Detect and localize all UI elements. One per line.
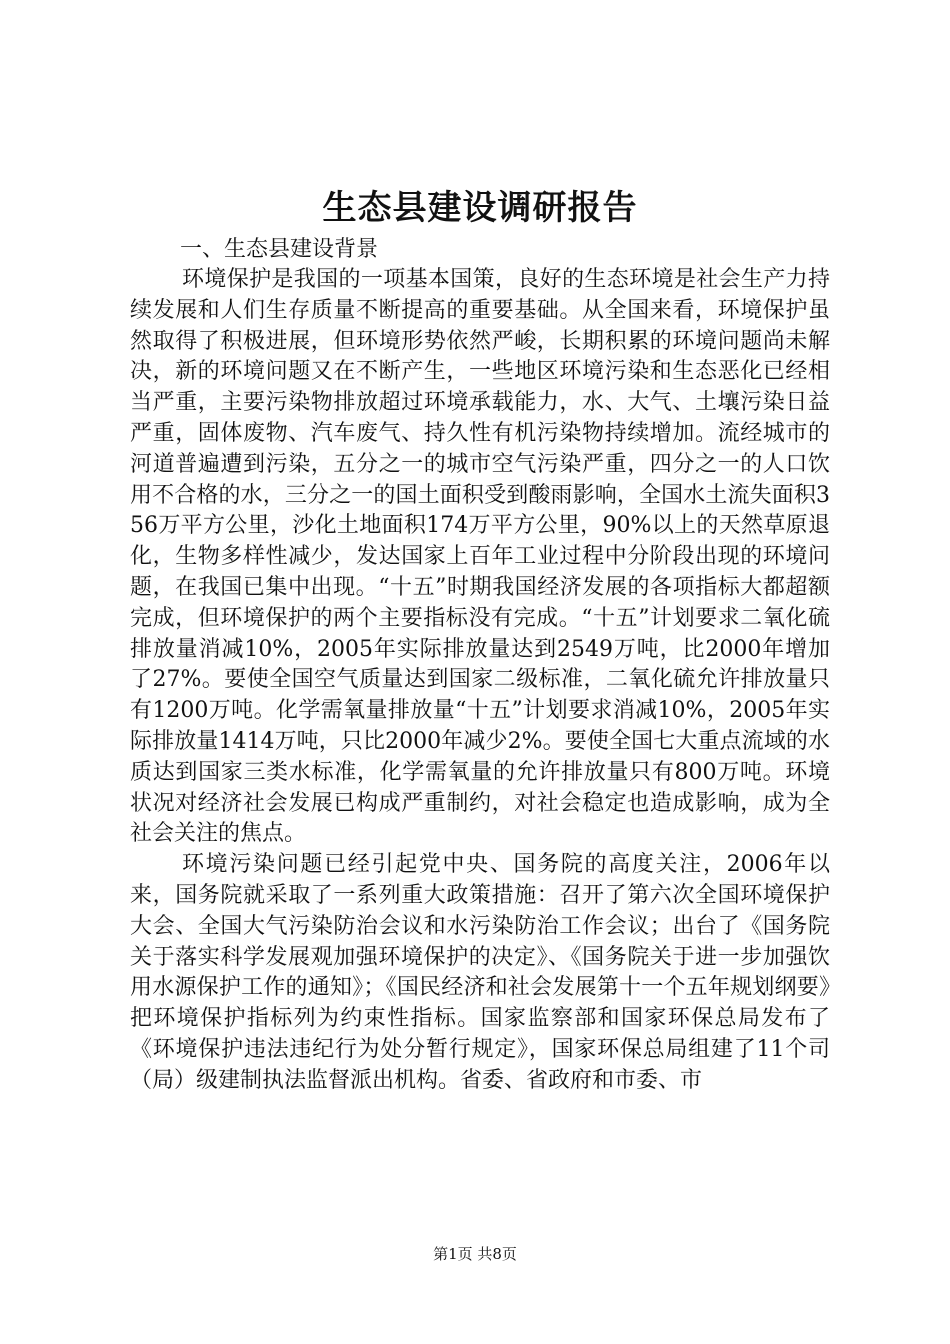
paragraph: 环境污染问题已经引起党中央、国务院的高度关注，2006年以来，国务院就采取了一系列重大政策措施：召开了第六次全国环境保护大会、全国大气污染防治会议和水污染防治工作会议；出台了《国务院关于落实科学发展观加强环境保护的决定》、《国务院关于进一步加强饮用水源保护工作的通知》；《国民经济和社会发展第十一个五年规划纲要》把环境保护指标列为约束性指标。国家监察部和国家环保总局发布了《环境保护违法违纪行为处分暂行规定》，国家环保总局组建了11个司（局）级建制执法监督派出机构。省委、省政府和市委、市 — [130, 852, 830, 1093]
paragraph: 环境保护是我国的一项基本国策，良好的生态环境是社会生产力持续发展和人们生存质量不断提高的重要基础。从全国来看，环境保护虽然取得了积极进展，但环境形势依然严峻，长期积累的环境问题尚未解决，新的环境问题又在不断产生，一些地区环境污染和生态恶化已经相当严重，主要污染物排放超过环境承载能力，水、大气、土壤污染日益严重，固体废物、汽车废气、持久性有机污染物持续增加。流经城市的河道普遍遭到污染，五分之一的城市空气污染严重，四分之一的人口饮用不合格的水，三分之一的国土面积受到酸雨影响，全国水土流失面积356万平方公里，沙化土地面积174万平方公里，90%以上的天然草原退化，生物多样性减少，发达国家上百年工业过程中分阶段出现的环境问题，在我国已集中出现。“十五”时期我国经济发展的各项指标大都超额完成，但环境保护的两个主要指标没有完成。“十五”计划要求二氧化硫排放量消减10%，2005年实际排放量达到2549万吨，比2000年增加了27%。要使全国空气质量达到国家二级标准，二氧化硫允许排放量只有1200万吨。化学需氧量排放量“十五”计划要求消减10%，2005年实际排放量1414万吨，只比2000年减少2%。要使全国七大重点流域的水质达到国家三类水标准，化学需氧量的允许排放量只有800万吨。环境状况对经济社会发展已构成严重制约，对社会稳定也造成影响，成为全社会关注的焦点。 — [130, 267, 830, 847]
document-page — [130, 185, 830, 1097]
page-footer: 第1页 共8页 — [433, 1245, 517, 1263]
document-title: 生态县建设调研报告 — [322, 188, 638, 228]
section-heading: 一、生态县建设背景 — [180, 237, 379, 262]
